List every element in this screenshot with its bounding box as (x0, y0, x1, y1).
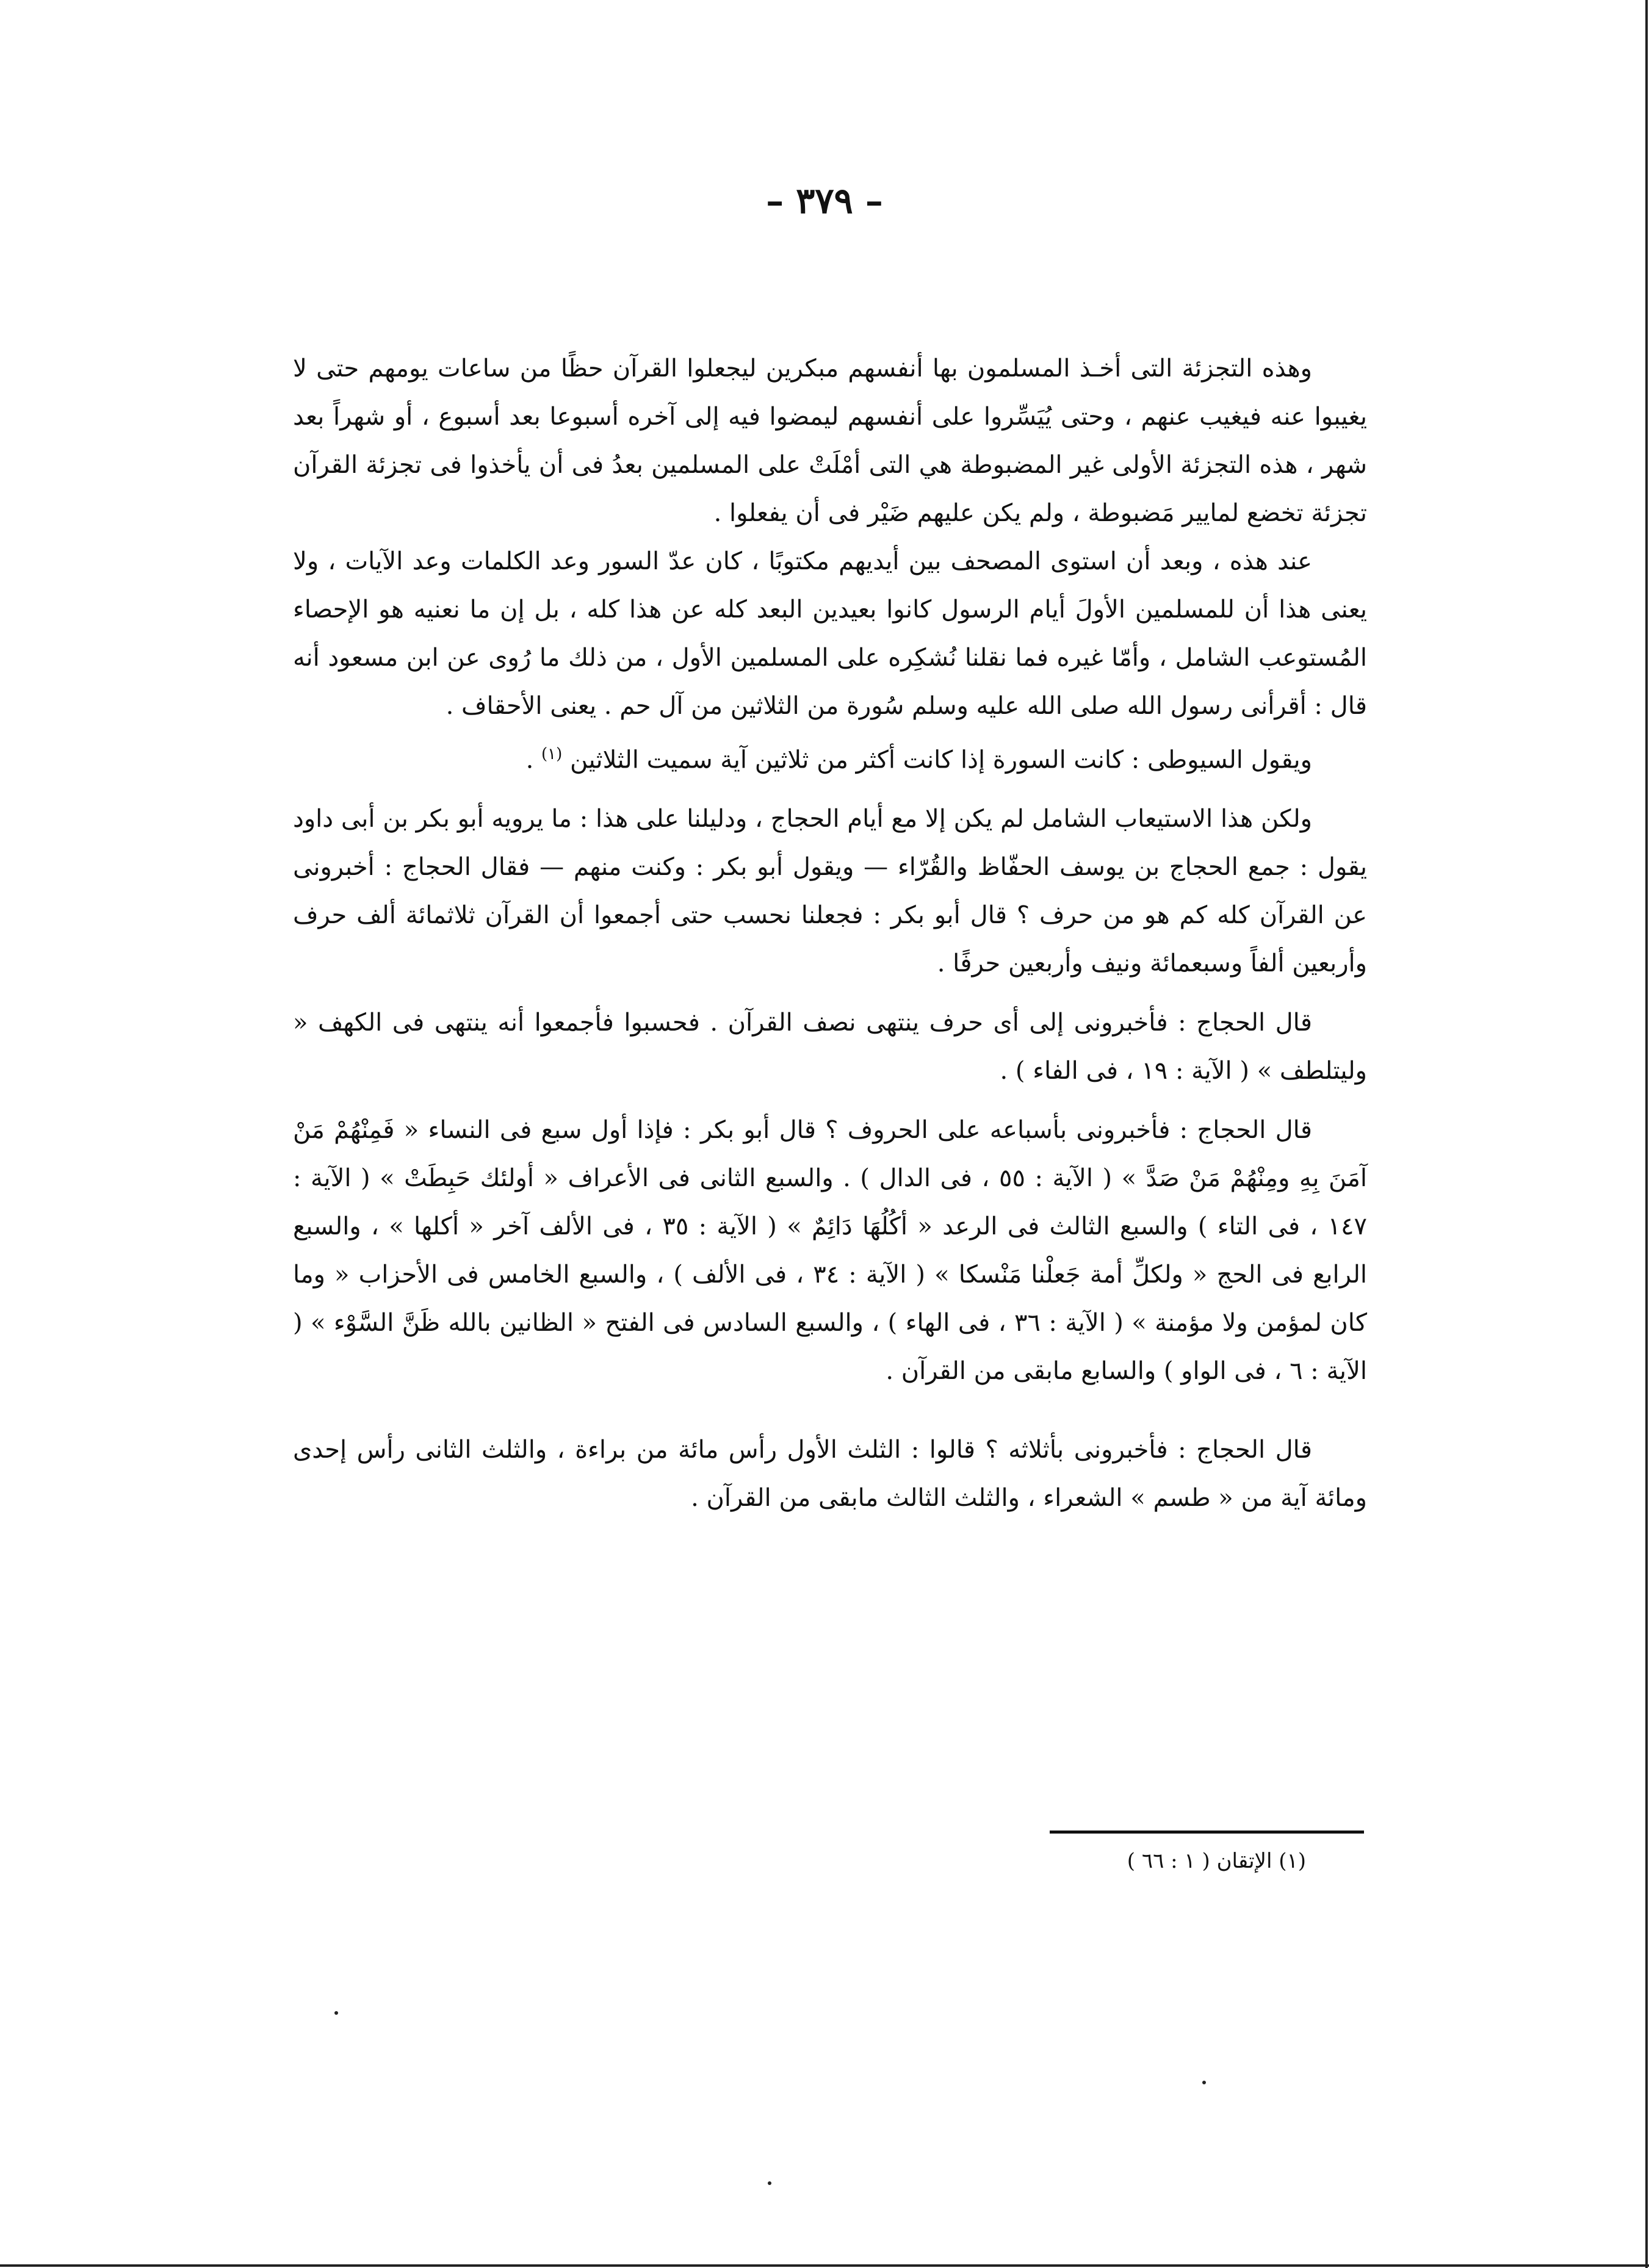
page-number: – ٣٧٩ – (766, 180, 883, 221)
scan-border-bottom (0, 2264, 1649, 2267)
paragraph-3-text: ويقول السيوطى : كانت السورة إذا كانت أكثر من ثلاثين آية سميت الثلاثين (570, 746, 1312, 774)
paragraph-6: قال الحجاج : فأخبرونى بأسباعه على الحروف ؟ قال أبو بكر : فإذا أول سبع فى النساء « فَمِنْهُمْ مَنْ آمَنَ بِهِ ومِنْهُمْ مَنْ صَدَّ » ( الآية : ٥٥ ، فى الدال ) . والسبع الثانى فى الأعراف « أولئك حَبِطَتْ » ( الآية : ١٤٧ ، فى التاء ) والسبع الثالث فى الرعد « أكُلُهَا دَائِمٌ » ( الآية : ٣٥ ، فى الألف آخر « أكلها » ، والسبع الرابع فى الحج « ولكلِّ أمة جَعلْنا مَنْسكا » ( الآية : ٣٤ ، فى الألف ) ، والسبع الخامس فى الأحزاب « وما كان لمؤمن ولا مؤمنة » ( الآية : ٣٦ ، فى الهاء ) ، والسبع السادس فى الفتح « الظانين بالله ظَنَّ السَّوْء » ( الآية : ٦ ، فى الواو ) والسابع مابقى من القرآن . (293, 1116, 1368, 1386)
footnote: (١) الإتقان ( ١ : ٦٦ ) (1127, 1849, 1306, 1873)
paragraph-7: قال الحجاج : فأخبرونى بأثلاثه ؟ قالوا : الثلث الأول رأس مائة من براءة ، والثلث الثانى رأس إحدى ومائة آية من « طسم » الشعراء ، والثلث الثالث مابقى من القرآن . (293, 1436, 1367, 1513)
paragraph-1: وهذه التجزئة التى أخـذ المسلمون بها أنفسهم مبكرين ليجعلوا القرآن حظًا من ساعات يومهم حتى لا يغيبوا عنه فيغيب عنهم ، وحتى يُيَسِّروا على أنفسهم ليمضوا فيه إلى آخره أسبوعا بعد أسبوع ، أو شهراً بعد شهر ، هذه التجزئة الأولى غير المضبوطة هي التى أمْلَتْ على المسلمين بعدُ فى أن يأخذوا فى تجزئة القرآن تجزئة تخضع لمايير مَضبوطة ، ولم يكن عليهم ضَيْر فى أن يفعلوا . (293, 355, 1367, 527)
paragraph-4: ولكن هذا الاستيعاب الشامل لم يكن إلا مع أيام الحجاج ، ودليلنا على هذا : ما يرويه أبو بكر بن أبى داود يقول : جمع الحجاج بن يوسف الحفّاظ والقُرّاء — ويقول أبو بكر : وكنت منهم — فقال الحجاج : أخبرونى عن القرآن كله كم هو من حرف ؟ قال أبو بكر : فجعلنا نحسب حتى أجمعوا أن القرآن ثلاثمائة ألف حرف وأربعين ألفاً وسبعمائة ونيف وأربعين حرفًا . (293, 805, 1367, 978)
paragraph-2: عند هذه ، وبعد أن استوى المصحف بين أيديهم مكتوبًا ، كان عدّ السور وعد الكلمات وعد الآيات ، ولا يعنى هذا أن للمسلمين الأولَ أيام الرسول كانوا بعيدين البعد كله عن هذا كله ، بل إن ما نعنيه هو الإحصاء المُستوعب الشامل ، وأمّا غيره فما نقلنا نُشكِره على المسلمين الأول ، من ذلك ما رُوى عن ابن مسعود أنه قال : أقرأنى رسول الله صلى الله عليه وسلم سُورة من الثلاثين من آل حم . يعنى الأحقاف . (293, 547, 1367, 720)
footnote-divider (1050, 1831, 1364, 1834)
paragraph-5: قال الحجاج : فأخبرونى إلى أى حرف ينتهى نصف القرآن . فحسبوا فأجمعوا أنه ينتهى فى الكهف « وليتلطف » ( الآية : ١٩ ، فى الفاء ) . (293, 1009, 1367, 1085)
footnote-reference: (١) (541, 745, 563, 763)
main-text (293, 345, 1367, 1522)
scan-speck (768, 2181, 771, 2185)
scan-speck (1202, 2081, 1206, 2084)
paragraph-3: ويقول السيوطى : كانت السورة إذا كانت أكثر من ثلاثين آية سميت الثلاثين $^{(١)}$ . (525, 745, 1312, 774)
scan-speck (334, 2011, 338, 2015)
scan-border-right (1645, 0, 1648, 2268)
